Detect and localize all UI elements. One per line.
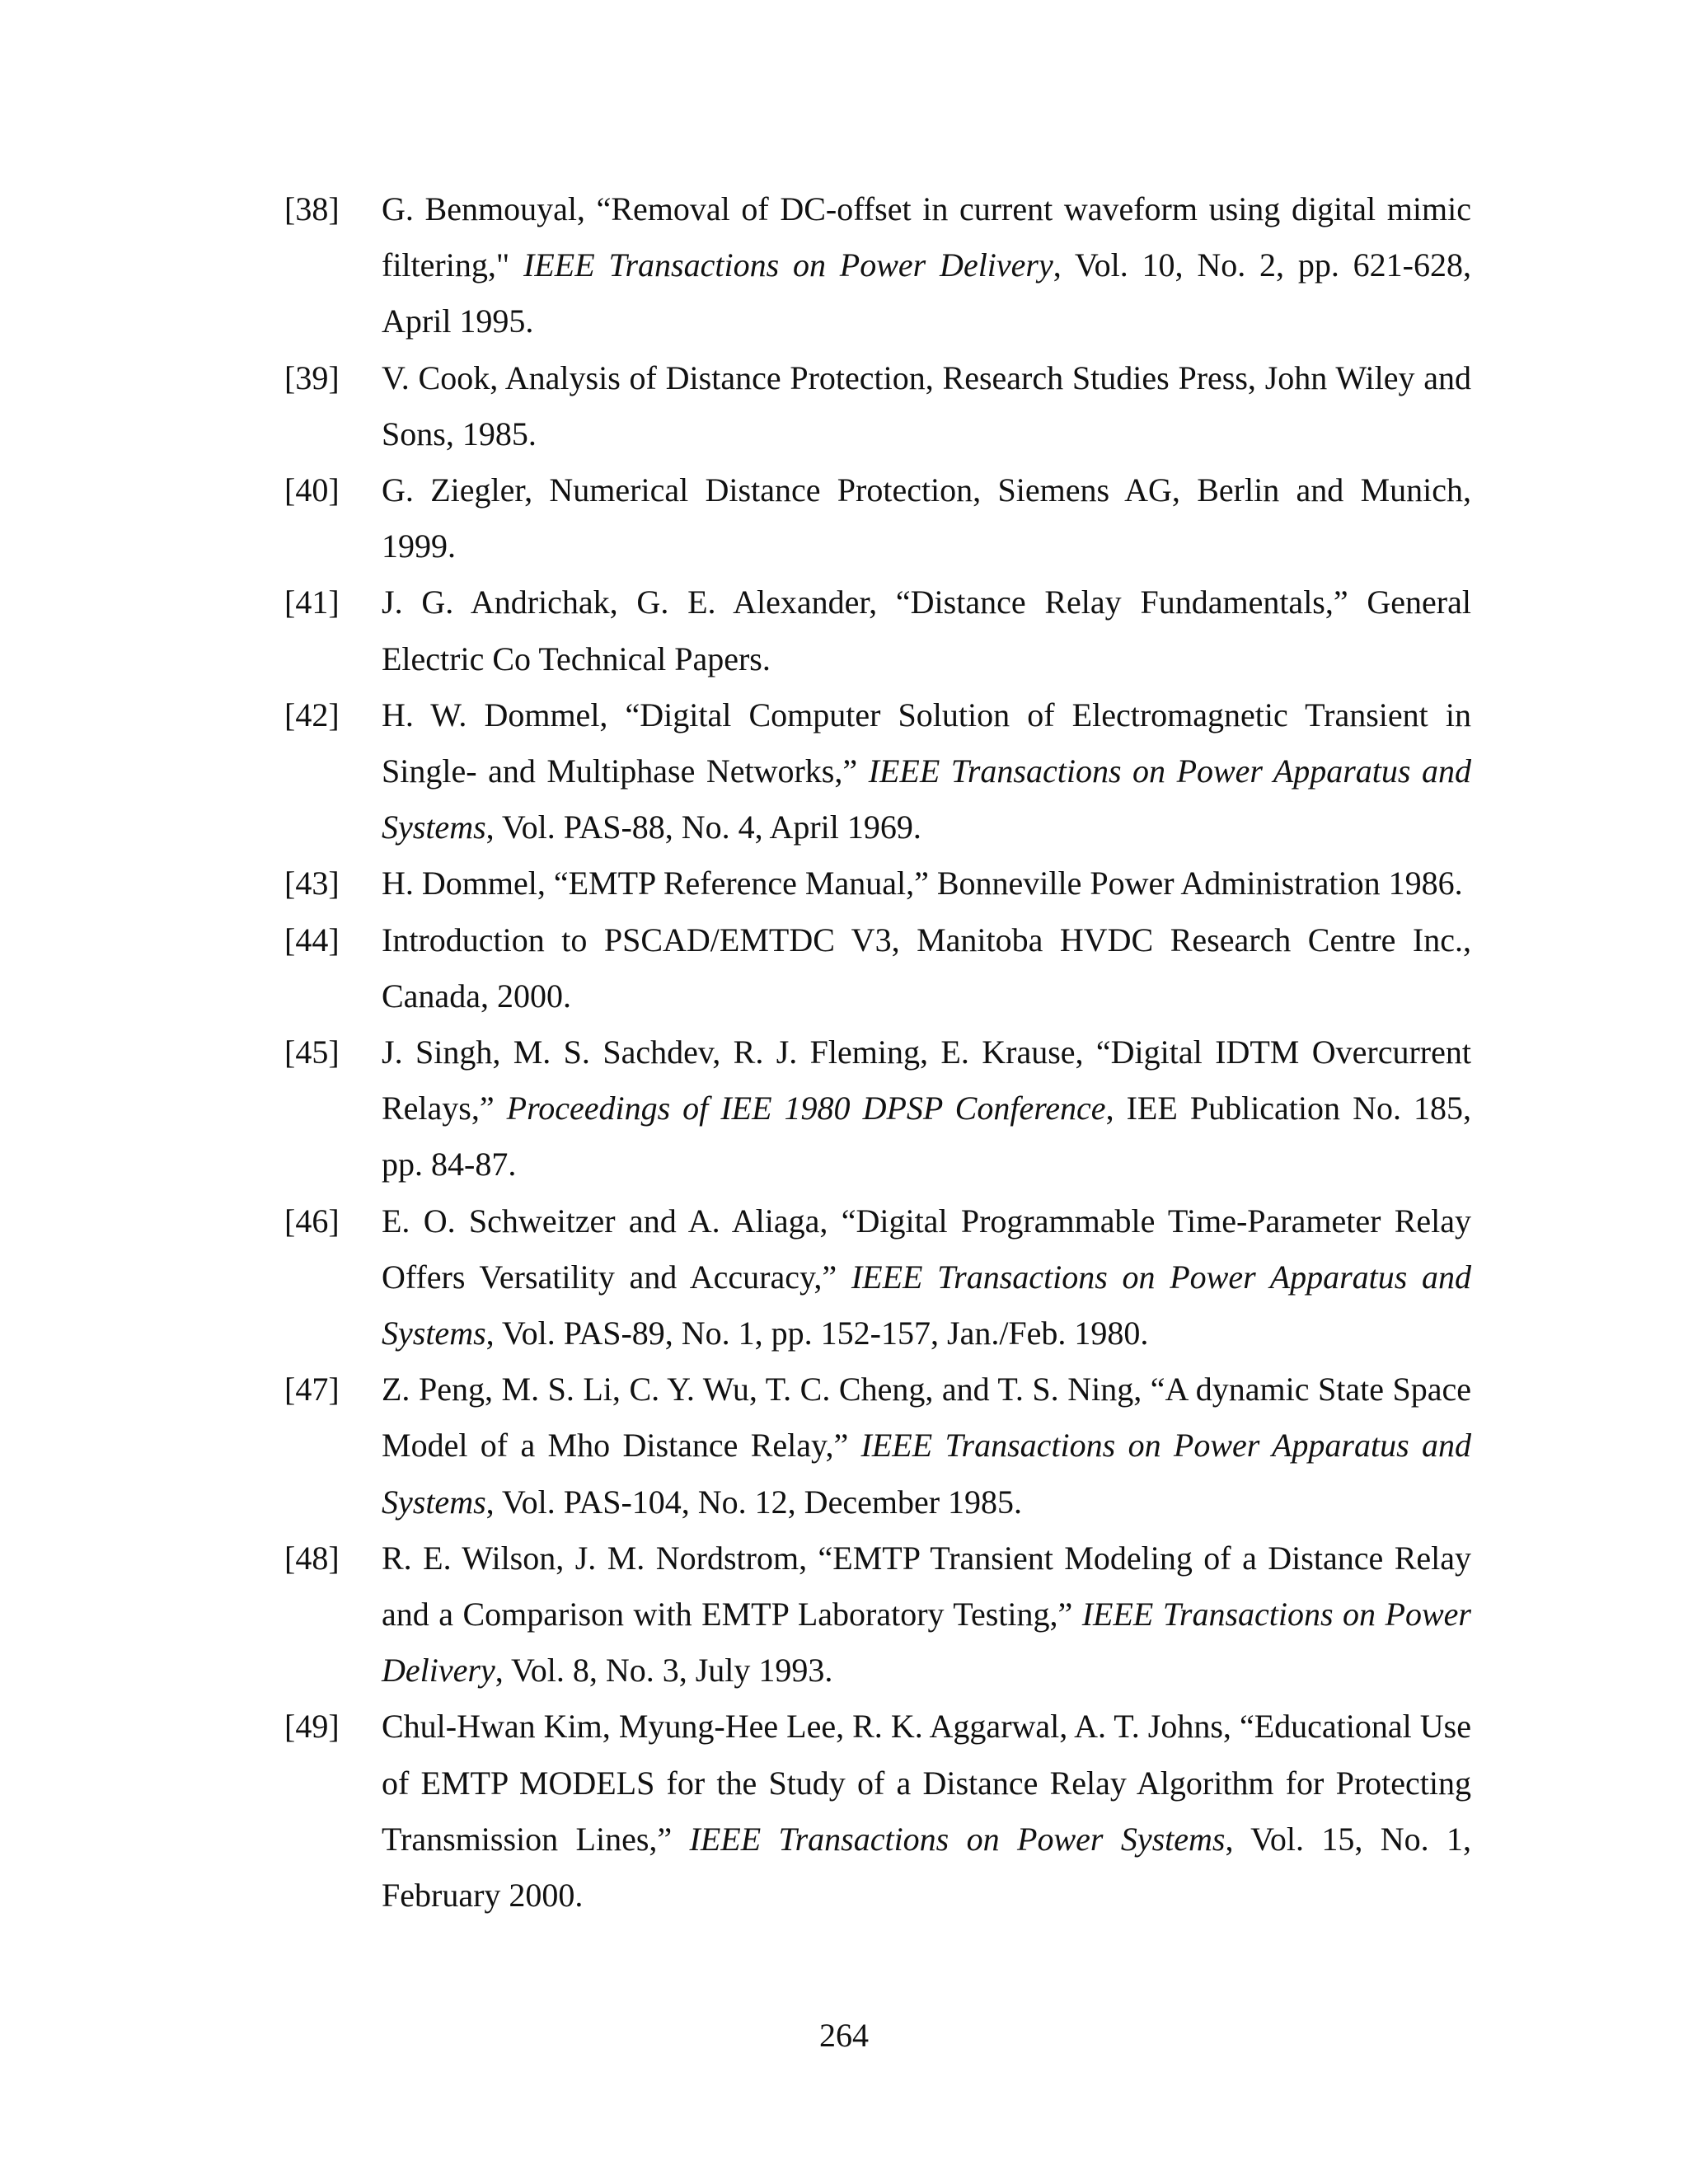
reference-text — [382, 687, 1471, 856]
reference-entry — [284, 687, 1471, 856]
reference-source-title: IEEE Transactions on Power Apparatus and Systems — [382, 1258, 1472, 1352]
reference-entry — [284, 1361, 1471, 1530]
reference-entry — [284, 574, 1471, 687]
reference-entry — [284, 912, 1471, 1024]
reference-number: [43] — [284, 865, 340, 902]
reference-text — [382, 912, 1471, 1024]
reference-list — [284, 181, 1471, 1924]
reference-text — [382, 181, 1471, 350]
reference-number: [45] — [284, 1033, 340, 1071]
reference-source-title: IEEE Transactions on Power Delivery — [382, 1596, 1471, 1690]
reference-text-segment: G. Benmouyal, “Removal of DC-offset in current waveform using digital mimic filtering," — [382, 190, 1471, 284]
reference-number: [38] — [284, 190, 340, 227]
reference-number: [42] — [284, 696, 340, 733]
reference-text-segment: J. Singh, M. S. Sachdev, R. J. Fleming, E. Krause, “Digital IDTM Overcurrent Relays,” — [382, 1033, 1471, 1127]
reference-number: [46] — [284, 1202, 340, 1240]
reference-entry — [284, 1530, 1471, 1699]
reference-text-segment: R. E. Wilson, J. M. Nordstrom, “EMTP Transient Modeling of a Distance Relay and a Comparison with EMTP Laboratory Testing,” — [382, 1539, 1471, 1633]
reference-text-segment: J. G. Andrichak, G. E. Alexander, “Distance Relay Fundamentals,” General Electric Co Technical Papers. — [382, 583, 1471, 677]
reference-text — [382, 1193, 1471, 1362]
reference-text-segment: Introduction to PSCAD/EMTDC V3, Manitoba HVDC Research Centre Inc., Canada, 2000. — [382, 921, 1471, 1015]
reference-entry — [284, 855, 1471, 912]
reference-text-segment: Chul-Hwan Kim, Myung-Hee Lee, R. K. Aggarwal, A. T. Johns, “Educational Use of EMTP MODELS for the Study of a Distance Relay Algorithm for Protecting Transmission Lines,” — [382, 1708, 1471, 1858]
reference-text-segment: , IEE Publication No. 185, pp. 84-87. — [382, 1090, 1472, 1183]
reference-source-title: IEEE Transactions on Power Delivery — [523, 246, 1053, 284]
reference-text-segment: V. Cook, Analysis of Distance Protection, Research Studies Press, John Wiley and Sons, 1985. — [382, 359, 1471, 452]
reference-text — [382, 1361, 1471, 1530]
reference-text — [382, 1699, 1471, 1924]
reference-text-segment: , Vol. 15, No. 1, February 2000. — [382, 1820, 1471, 1915]
reference-text — [382, 574, 1471, 687]
reference-number: [48] — [284, 1539, 340, 1577]
reference-text — [382, 1530, 1471, 1699]
reference-text-segment: G. Ziegler, Numerical Distance Protection, Siemens AG, Berlin and Munich, 1999. — [382, 471, 1471, 565]
reference-text — [382, 350, 1471, 462]
reference-text-segment: , Vol. PAS-104, No. 12, December 1985. — [485, 1483, 1023, 1521]
reference-entry — [284, 1699, 1471, 1924]
reference-source-title: Proceedings of IEE 1980 DPSP Conference — [506, 1090, 1106, 1127]
reference-text — [382, 1024, 1471, 1193]
reference-entry — [284, 1193, 1471, 1362]
reference-number: [49] — [284, 1708, 340, 1746]
reference-source-title: IEEE Transactions on Power Systems — [689, 1820, 1226, 1858]
reference-text-segment: H. Dommel, “EMTP Reference Manual,” Bonneville Power Administration 1986. — [382, 865, 1463, 902]
reference-number: [41] — [284, 583, 340, 621]
reference-text — [382, 462, 1471, 574]
reference-text-segment: Z. Peng, M. S. Li, C. Y. Wu, T. C. Cheng, and T. S. Ning, “A dynamic State Space Model of a Mho Distance Relay,” — [382, 1371, 1471, 1465]
reference-number: [44] — [284, 921, 340, 958]
reference-text-segment: , Vol. PAS-88, No. 4, April 1969. — [485, 808, 921, 846]
reference-text-segment: , Vol. 10, No. 2, pp. 621-628, April 1995. — [382, 246, 1471, 340]
reference-entry — [284, 462, 1471, 574]
reference-number: [47] — [284, 1371, 340, 1408]
reference-source-title: IEEE Transactions on Power Apparatus and Systems — [382, 752, 1471, 846]
reference-text-segment: , Vol. 8, No. 3, July 1993. — [495, 1652, 833, 1690]
reference-entry — [284, 1024, 1471, 1193]
reference-entry — [284, 181, 1471, 350]
reference-text — [382, 855, 1471, 912]
reference-entry — [284, 350, 1471, 462]
reference-text-segment: H. W. Dommel, “Digital Computer Solution of Electromagnetic Transient in Single- and Multiphase Networks,” — [382, 696, 1471, 790]
reference-text-segment: E. O. Schweitzer and A. Aliaga, “Digital Programmable Time-Parameter Relay Offers Versatility and Accuracy,” — [382, 1202, 1471, 1296]
page-number: 264 — [819, 2017, 869, 2054]
reference-number: [39] — [284, 359, 340, 396]
reference-number: [40] — [284, 471, 340, 509]
reference-source-title: IEEE Transactions on Power Apparatus and Systems — [382, 1427, 1471, 1521]
reference-text-segment: , Vol. PAS-89, No. 1, pp. 152-157, Jan./Feb. 1980. — [485, 1315, 1149, 1352]
